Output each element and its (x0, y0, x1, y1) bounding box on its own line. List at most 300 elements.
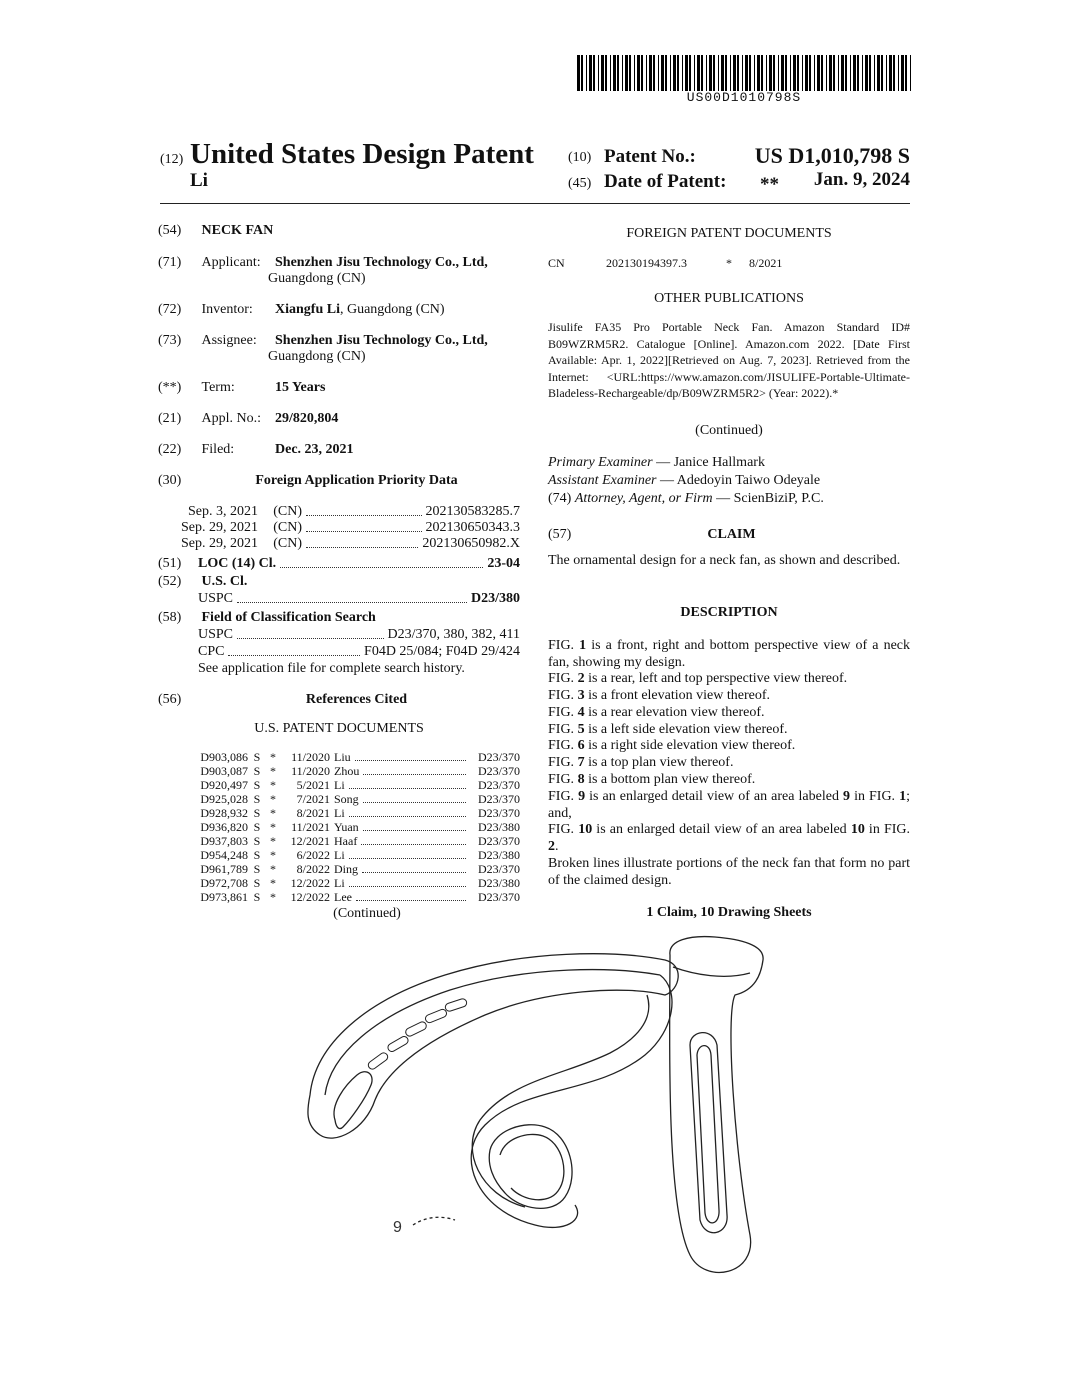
desc-text: is a left side elevation view thereof. (584, 721, 788, 737)
assignee-label: Assignee: (201, 333, 257, 348)
barcode-bar (802, 55, 803, 91)
header-divider (160, 203, 910, 204)
search-uspc-label: USPC (198, 627, 234, 642)
primary-examiner-label: Primary Examiner (548, 455, 653, 470)
fig10-c: is an enlarged detail view of an area labeled (592, 822, 851, 837)
barcode-bar (625, 55, 628, 91)
band-inner-edge (325, 970, 660, 1095)
attorney-code: (74) (548, 491, 572, 506)
filed-label: Filed: (201, 442, 235, 457)
ref-name-text: Lee (334, 890, 352, 904)
barcode-bar (893, 55, 895, 91)
fig9-d: 9 (843, 789, 851, 804)
desc-fig-number: 8 (577, 771, 585, 787)
ref-kind: S (253, 848, 261, 862)
ref-date: 11/2020 (291, 750, 330, 764)
barcode-bar (785, 55, 787, 91)
assistant-examiner-label: Assistant Examiner (548, 473, 657, 488)
fig10-b: 10 (578, 822, 593, 837)
search-cpc-label: CPC (198, 644, 225, 659)
foreign-date: 8/2021 (749, 256, 783, 270)
ref-kind: S (253, 806, 261, 820)
barcode-bar (781, 55, 784, 91)
table-row (190, 848, 520, 862)
ref-name (330, 820, 470, 834)
leader-dots (306, 547, 418, 548)
ref-num: D903,086 (200, 750, 248, 764)
table-row (190, 876, 520, 890)
fig9-g: ; and, (548, 789, 911, 821)
right-arm-pad (690, 1033, 727, 1233)
description-item (548, 772, 910, 789)
ref-star: * (270, 820, 276, 834)
barcode-bar (845, 55, 847, 91)
desc-prefix: FIG. (548, 688, 578, 704)
field-21-code: (21) (158, 411, 182, 426)
barcode-bar (646, 55, 647, 91)
field-54-code: (54) (158, 223, 182, 238)
barcode-bar (745, 55, 748, 91)
barcode-bar (598, 55, 599, 91)
ref-star: * (270, 862, 276, 876)
document-title: United States Design Patent (190, 138, 534, 170)
table-row (190, 834, 520, 848)
barcode-bar (829, 55, 832, 91)
ref-star: * (270, 890, 276, 904)
assistant-examiner-name: — Adedoyin Taiwo Odeyale (656, 473, 821, 488)
foreign-docs-title: FOREIGN PATENT DOCUMENTS (626, 226, 832, 241)
applicant-location: Guangdong (CN) (268, 271, 366, 286)
ref-date: 12/2022 (290, 890, 330, 904)
barcode-bar (766, 55, 767, 91)
priority-country: (CN) (273, 536, 302, 551)
assignee-location: Guangdong (CN) (268, 349, 366, 364)
desc-prefix: FIG. (548, 754, 578, 770)
description-item (548, 688, 910, 705)
priority-row (170, 520, 520, 536)
ref-date: 8/2021 (296, 806, 330, 820)
barcode-bar (805, 55, 808, 91)
desc-prefix: FIG. (548, 704, 578, 720)
code-12: (12) (160, 152, 184, 167)
barcode-bar (701, 55, 703, 91)
leader-dots (356, 890, 466, 901)
desc-fig-number: 2 (577, 671, 585, 687)
fig10-d: 10 (850, 822, 865, 837)
barcode-bar (773, 55, 775, 91)
left-arm-pad (334, 1072, 372, 1129)
field-72 (158, 302, 445, 318)
ref-cls: D23/380 (478, 848, 520, 862)
ref-name-text: Li (334, 848, 345, 862)
leader-dots (363, 820, 466, 831)
ref-kind: S (253, 778, 261, 792)
description-item (548, 738, 910, 755)
vent-slot (404, 1021, 427, 1038)
search-uspc-value: D23/370, 380, 382, 411 (387, 627, 520, 642)
ref-cls: D23/370 (478, 862, 520, 876)
fig9-c: is an enlarged detail view of an area labeled (585, 789, 844, 804)
barcode-bar (601, 55, 604, 91)
leader-dots (349, 806, 466, 817)
barcode-bar (826, 55, 827, 91)
desc-text: is a front, right and bottom perspective view of a neck fan, showing my design. (548, 638, 910, 670)
ref-date: 11/2020 (291, 764, 330, 778)
barcode-bar (593, 55, 595, 91)
search-history-note: See application file for complete search history. (198, 661, 465, 676)
leader-dots (362, 862, 466, 873)
barcode-bar (905, 55, 907, 91)
barcode-bar (865, 55, 868, 91)
invention-title: NECK FAN (201, 223, 274, 238)
barcode-bar (697, 55, 700, 91)
leader-dots (349, 778, 466, 789)
barcode-bar (797, 55, 799, 91)
barcode-bar (706, 55, 707, 91)
date-of-patent-label: Date of Patent: (604, 171, 727, 192)
desc-fig-number: 4 (577, 704, 585, 720)
table-row (190, 862, 520, 876)
desc-fig-number: 6 (577, 738, 585, 754)
term-code: (**) (158, 380, 182, 395)
desc-prefix: FIG. (548, 771, 578, 787)
barcode-bar (670, 55, 671, 91)
fig9-f: 1 (899, 789, 907, 804)
description-list (548, 638, 910, 788)
ref-star: * (270, 792, 276, 806)
ref-star: * (270, 750, 276, 764)
ref-kind: S (253, 834, 261, 848)
field-51 (158, 556, 520, 572)
barcode-bar (658, 55, 659, 91)
references-table (190, 750, 520, 904)
vent-slot (444, 998, 467, 1012)
desc-text: is a rear, left and top perspective view thereof. (584, 671, 848, 687)
front-arm-pad-inner (500, 1134, 564, 1199)
barcode-bar (677, 55, 679, 91)
ref-star: * (270, 764, 276, 778)
leader-dots (306, 531, 422, 532)
leader-dots (280, 567, 483, 568)
barcode-bar (613, 55, 616, 91)
barcode-bar (665, 55, 667, 91)
description-item (548, 638, 910, 671)
barcode-bar (790, 55, 791, 91)
ref-date: 12/2021 (290, 834, 330, 848)
attorney-label: Attorney, Agent, or Firm (574, 491, 713, 506)
ref-cls: D23/370 (478, 750, 520, 764)
fig10-f: 2 (548, 838, 555, 854)
barcode-bar (901, 55, 904, 91)
filed-value: Dec. 23, 2021 (275, 442, 354, 457)
field-51-code: (51) (158, 556, 182, 571)
desc-fig-number: 1 (579, 638, 587, 653)
field-52 (158, 574, 247, 590)
ref-star: * (270, 848, 276, 862)
barcode-bar (869, 55, 871, 91)
claims-sheets-count: 1 Claim, 10 Drawing Sheets (646, 905, 812, 920)
attorney (548, 491, 824, 507)
field-21 (158, 411, 338, 427)
ref-num: D903,087 (200, 764, 248, 778)
ref-num: D961,789 (200, 862, 248, 876)
barcode-bar (814, 55, 815, 91)
fig9-e: in FIG. (850, 789, 900, 804)
ref-name (330, 862, 470, 876)
barcode-bar (841, 55, 844, 91)
barcode-bar (809, 55, 811, 91)
barcode-bar (761, 55, 763, 91)
ref-cls: D23/370 (478, 806, 520, 820)
ref-num: D973,861 (200, 890, 248, 904)
ref-name (330, 806, 470, 820)
ref-num: D936,820 (200, 820, 248, 834)
ref-name-text: Li (334, 806, 345, 820)
barcode-bar (610, 55, 611, 91)
ref-kind: S (253, 792, 261, 806)
ref-name (330, 792, 470, 806)
field-58 (158, 610, 376, 626)
inventor-surname: Li (190, 170, 208, 191)
leader-dots (349, 848, 466, 859)
barcode-bar (634, 55, 635, 91)
date-of-patent: Jan. 9, 2024 (813, 169, 910, 190)
field-22-code: (22) (158, 442, 182, 457)
priority-date: Sep. 3, 2021 (188, 504, 258, 519)
ref-name (330, 778, 470, 792)
foreign-country: CN (548, 256, 565, 270)
ref-cls: D23/370 (478, 764, 520, 778)
leader-dots (237, 602, 467, 603)
code-10: (10) (568, 150, 592, 165)
foreign-star: * (726, 256, 732, 270)
table-row (190, 778, 520, 792)
barcode-bar (689, 55, 691, 91)
barcode-bar (769, 55, 772, 91)
inventor-name: Xiangfu Li (275, 302, 340, 317)
leader-dots (228, 655, 360, 656)
barcode-bar (898, 55, 899, 91)
classification-search-label: Field of Classification Search (201, 610, 376, 625)
ref-num: D925,028 (200, 792, 248, 806)
barcode-bar (718, 55, 719, 91)
barcode-bar (733, 55, 736, 91)
code-45: (45) (568, 176, 592, 191)
barcode-bar (793, 55, 796, 91)
broken-lines-note: Broken lines illustrate portions of the neck fan that form no part of the claimed design. (548, 856, 910, 888)
search-cpc-value: F04D 25/084; F04D 29/424 (364, 644, 520, 659)
description-item (548, 671, 910, 688)
ref-cls: D23/370 (478, 792, 520, 806)
field-73 (158, 333, 488, 349)
barcode-bar (881, 55, 883, 91)
ref-date: 6/2022 (296, 848, 330, 862)
barcode-bar (754, 55, 755, 91)
ref-name (330, 876, 470, 890)
ref-cls: D23/370 (478, 778, 520, 792)
barcode-bar (673, 55, 676, 91)
ref-name-text: Yuan (334, 820, 359, 834)
ref-star: * (270, 834, 276, 848)
table-row (190, 792, 520, 806)
description-fig9 (548, 789, 910, 822)
barcode-bar (721, 55, 724, 91)
other-publication-text: Jisulife FA35 Pro Portable Neck Fan. Amazon Standard ID# B09WZRM5R2. Catalogue [Online]. Amazon.com 2022. [Date First Available: Apr. 1, 2022][Retrieved on Aug. 7, 2023]. Retrieved from the Internet: <URL:https://www.amazon.com/JISULIFE-Portable-Ultimate-Bladeless-Rechargeable/dp/B09WZRM5R2> (Year: 2022).* (548, 320, 910, 400)
desc-prefix: FIG. (548, 738, 578, 754)
right-arm-outer (670, 937, 764, 1273)
desc-prefix: FIG. (548, 638, 580, 653)
barcode-bar (737, 55, 739, 91)
barcode-bar (586, 55, 587, 91)
barcode-bar (778, 55, 779, 91)
leader-dots (361, 834, 466, 845)
leader-dots (363, 792, 466, 803)
search-cpc-row (198, 644, 520, 660)
leader-dots (355, 750, 466, 761)
desc-text: is a rear elevation view thereof. (584, 704, 765, 720)
ref-kind: S (253, 876, 261, 890)
priority-number: 202130650343.3 (425, 520, 520, 535)
ref-num: D920,497 (200, 778, 248, 792)
ref-star: * (270, 778, 276, 792)
uspc-value: D23/380 (471, 591, 520, 606)
us-patent-documents-title: U.S. PATENT DOCUMENTS (254, 721, 424, 736)
ref-num: D928,932 (200, 806, 248, 820)
desc-fig-number: 3 (577, 688, 585, 704)
vent-slot (367, 1051, 390, 1070)
ref-name-text: Liu (334, 750, 351, 764)
date-mark: ** (760, 174, 779, 195)
priority-country: (CN) (273, 504, 302, 519)
desc-fig-number: 5 (577, 721, 585, 737)
foreign-number: 202130194397.3 (606, 256, 687, 270)
desc-text: is a front elevation view thereof. (584, 688, 770, 704)
desc-prefix: FIG. (548, 721, 578, 737)
barcode-bar (850, 55, 851, 91)
appl-no-label: Appl. No.: (201, 411, 261, 426)
priority-number: 202130650982.X (422, 536, 520, 551)
references-title: References Cited (305, 692, 408, 707)
barcode-bar (757, 55, 760, 91)
primary-examiner (548, 455, 765, 471)
field-30-code: (30) (158, 473, 182, 488)
other-publications-title: OTHER PUBLICATIONS (654, 291, 804, 306)
field-54 (158, 223, 273, 239)
term-label: Term: (201, 380, 235, 395)
barcode-bar (817, 55, 820, 91)
ref-num: D972,708 (200, 876, 248, 890)
foreign-doc-row (548, 256, 782, 271)
barcode-bar (742, 55, 743, 91)
priority-row (170, 504, 520, 520)
ref-kind: S (253, 862, 261, 876)
ref-name (330, 834, 470, 848)
barcode-bar (637, 55, 640, 91)
appl-no-value: 29/820,804 (275, 411, 339, 426)
leader-dots (363, 764, 466, 775)
barcode-bar (713, 55, 715, 91)
band-lower-inner (472, 995, 649, 1207)
front-arm-pad (489, 1125, 572, 1209)
references-continued: (Continued) (333, 906, 401, 921)
ref-date: 5/2021 (296, 778, 330, 792)
fig10-g: . (555, 838, 559, 854)
claim-text: The ornamental design for a neck fan, as shown and described. (548, 553, 901, 568)
barcode (577, 55, 911, 91)
claim-code: (57) (548, 527, 572, 542)
ref-name-text: Li (334, 876, 345, 890)
priority-title: Foreign Application Priority Data (255, 473, 458, 488)
description-fig10 (548, 822, 910, 855)
neck-fan-drawing (295, 935, 795, 1285)
desc-text: is a top plan view thereof. (584, 754, 734, 770)
barcode-bar (577, 55, 580, 91)
barcode-bar (838, 55, 839, 91)
barcode-bar (694, 55, 695, 91)
barcode-bar (886, 55, 887, 91)
vent-slot (386, 1035, 409, 1053)
loc-label: LOC (14) Cl. (198, 556, 277, 571)
us-cl-row (198, 591, 520, 607)
barcode-bar (877, 55, 880, 91)
fig10-e: in FIG. (864, 822, 911, 837)
claim-heading (548, 527, 910, 543)
barcode-bar (661, 55, 664, 91)
loc-value: 23-04 (487, 556, 520, 571)
table-row (190, 820, 520, 834)
primary-examiner-name: — Janice Hallmark (652, 455, 765, 470)
table-row (190, 750, 520, 764)
ref-kind: S (253, 890, 261, 904)
fig10-a: FIG. (548, 822, 579, 837)
table-row (190, 890, 520, 904)
desc-text: is a bottom plan view thereof. (584, 771, 756, 787)
ref-date: 12/2022 (290, 876, 330, 890)
ref-name (330, 848, 470, 862)
barcode-bar (649, 55, 652, 91)
ref-cls: D23/380 (478, 876, 520, 890)
barcode-bar (617, 55, 619, 91)
leader-dots (237, 638, 383, 639)
fig9-b: 9 (578, 789, 586, 804)
barcode-bar (749, 55, 751, 91)
assistant-examiner (548, 473, 820, 489)
barcode-bar (629, 55, 631, 91)
inventor-label: Inventor: (201, 302, 253, 317)
search-uspc-row (198, 627, 520, 643)
barcode-bar (725, 55, 727, 91)
barcode-bar (874, 55, 875, 91)
priority-list (170, 504, 520, 552)
field-30 (158, 473, 520, 489)
description-item (548, 755, 910, 772)
barcode-bar (581, 55, 583, 91)
ref-kind: S (253, 764, 261, 778)
patent-number-label: Patent No.: (604, 146, 696, 167)
field-58-code: (58) (158, 610, 182, 625)
ref-name-text: Ding (334, 862, 358, 876)
applicant-name: Shenzhen Jisu Technology Co., Ltd, (275, 255, 488, 270)
barcode-bar (857, 55, 859, 91)
barcode-bar (685, 55, 688, 91)
barcode-bar (641, 55, 643, 91)
leader-dots (306, 515, 422, 516)
barcode-text: US00D1010798S (686, 90, 802, 105)
priority-date: Sep. 29, 2021 (181, 520, 258, 535)
barcode-bar (682, 55, 683, 91)
ref-num: D937,803 (200, 834, 248, 848)
ref-name-text: Song (334, 792, 359, 806)
